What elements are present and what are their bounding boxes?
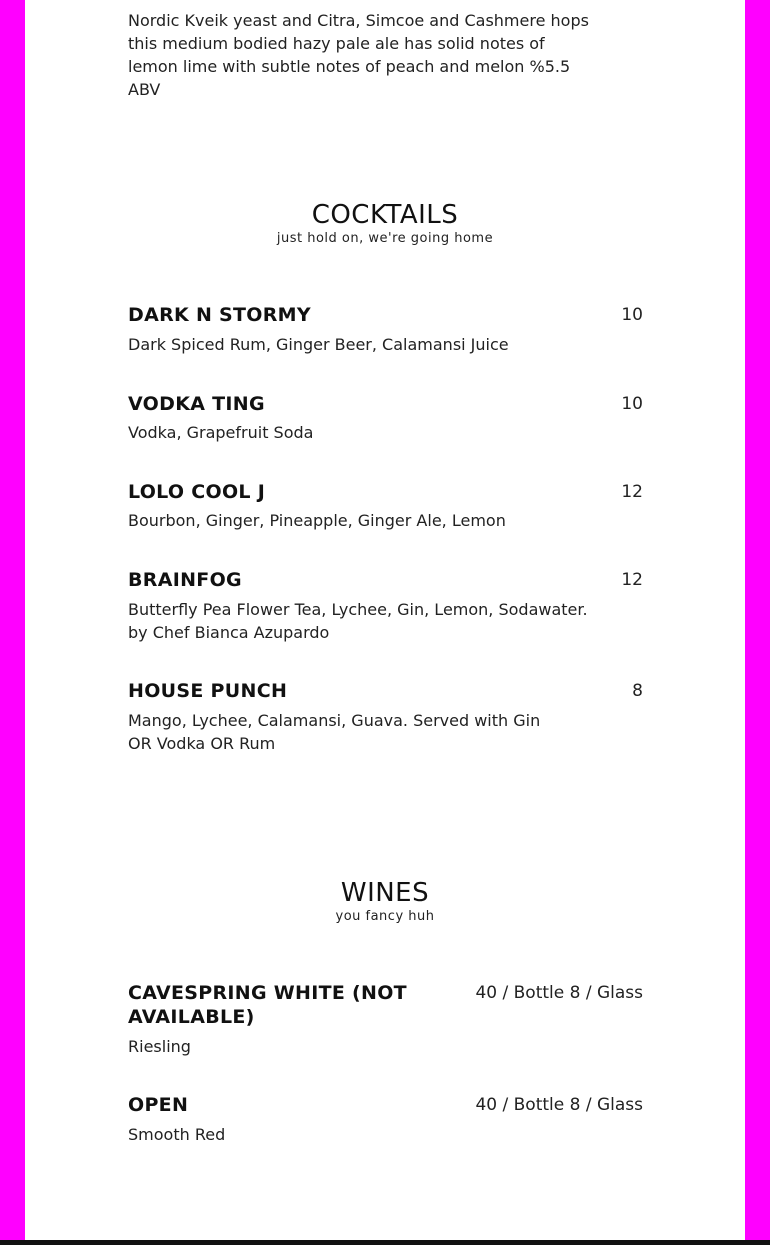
item-price: 12 — [621, 570, 643, 590]
item-name: CAVESPRING WHITE (NOT AVAILABLE) — [128, 982, 407, 1028]
item-description: Butterfly Pea Flower Tea, Lychee, Gin, Lemon, Sodawater. by Chef Bianca Azupardo — [128, 600, 588, 642]
item-description: Smooth Red — [128, 1125, 226, 1144]
item-price: 10 — [621, 305, 643, 325]
item-name: OPEN — [128, 1094, 189, 1116]
menu-page — [25, 0, 745, 1240]
item-price: 40 / Bottle 8 / Glass — [475, 1095, 643, 1115]
item-price: 40 / Bottle 8 / Glass — [475, 983, 643, 1003]
item-description: Vodka, Grapefruit Soda — [128, 423, 314, 442]
item-description: Mango, Lychee, Calamansi, Guava. Served with Gin OR Vodka OR Rum — [128, 711, 541, 753]
cocktails-subtitle: just hold on, we're going home — [276, 231, 494, 246]
cocktails-title: COCKTAILS — [311, 200, 459, 230]
wines-subtitle: you fancy huh — [335, 909, 435, 924]
bottom-divider — [0, 1240, 770, 1245]
item-description: Bourbon, Ginger, Pineapple, Ginger Ale, Lemon — [128, 511, 506, 530]
item-name: VODKA TING — [128, 393, 265, 415]
item-name: DARK N STORMY — [128, 304, 311, 326]
item-price: 12 — [621, 482, 643, 502]
item-name: LOLO COOL J — [128, 481, 266, 503]
item-price: 10 — [621, 394, 643, 414]
item-description: Riesling — [128, 1037, 191, 1056]
beer-description: Nordic Kveik yeast and Citra, Simcoe and Cashmere hops this medium bodied hazy pale ale has solid notes of lemon lime with subtle notes of peach and melon %5.5 ABV — [128, 11, 589, 99]
item-name: BRAINFOG — [128, 569, 242, 591]
wines-title: WINES — [340, 878, 430, 908]
item-price: 8 — [632, 681, 643, 701]
item-description: Dark Spiced Rum, Ginger Beer, Calamansi Juice — [128, 335, 509, 354]
item-name: HOUSE PUNCH — [128, 680, 288, 702]
